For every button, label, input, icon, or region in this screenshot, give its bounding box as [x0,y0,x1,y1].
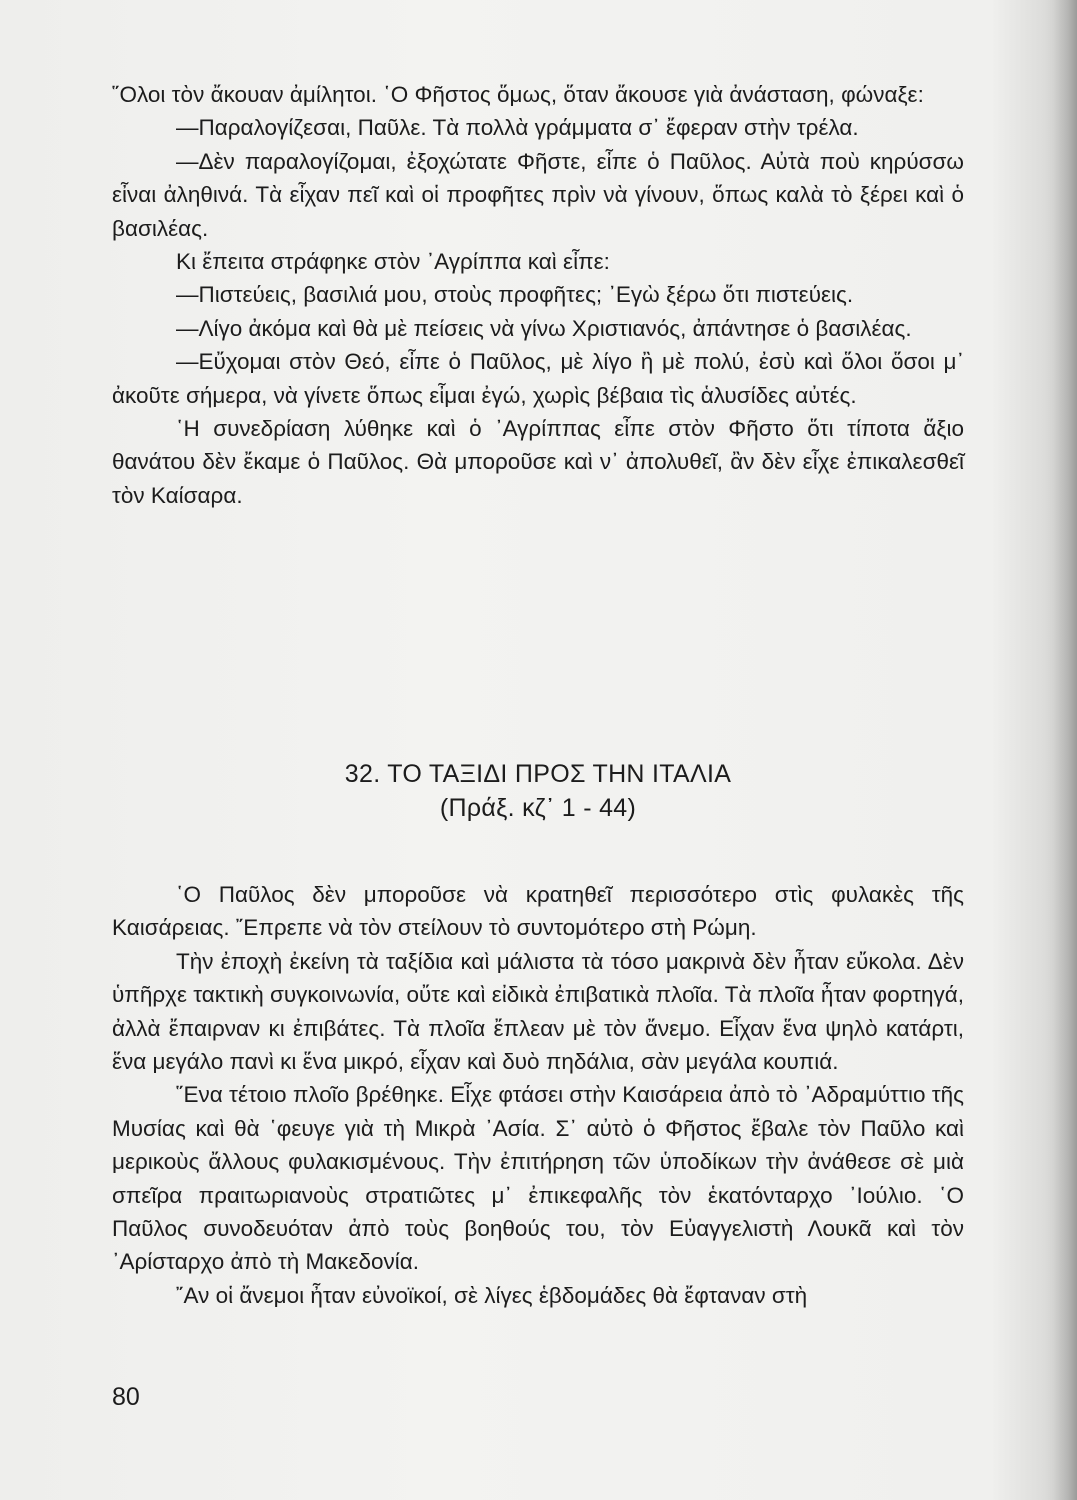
top-text-block [112,78,964,512]
paragraph: Τὴν ἐποχὴ ἐκείνη τὰ ταξίδια καὶ μάλιστα τὰ τόσο μακρινὰ δὲν ἦταν εὔκολα. Δὲν ὑπῆρχε τακτικὴ συγκοινωνία, οὔτε καὶ εἰδικὰ ἐπιβατικὰ πλοῖα. Τὰ πλοῖα ἦταν φορτηγά, ἀλλὰ ἔπαιρναν κι ἐπιβάτες. Τὰ πλοῖα ἔπλεαν μὲ τὸν ἄνεμο. Εἶχαν ἕνα ψηλὸ κατάρτι, ἕνα μεγάλο πανὶ κι ἕνα μικρό, εἶχαν καὶ δυὸ πηδάλια, σὰν μεγάλα κουπιά. [112,948,964,1075]
paragraph: Κι ἔπειτα στράφηκε στὸν ᾿Αγρίππα καὶ εἶπε: [176,249,610,275]
paragraph: ῾Η συνεδρίαση λύθηκε καὶ ὁ ᾿Αγρίππας εἶπε στὸν Φῆστο ὅτι τίποτα ἄξιο θανάτου δὲν ἔκαμε ὁ Παῦλος. Θὰ μποροῦσε καὶ ν᾽ ἀπολυθεῖ, ἂν δὲν εἶχε ἐπικαλεσθεῖ τὸν Καίσαρα. [112,416,964,508]
paragraph: —Εὔχομαι στὸν Θεό, εἶπε ὁ Παῦλος, μὲ λίγο ἢ μὲ πολύ, ἐσὺ καὶ ὅλοι ὅσοι μ᾽ ἀκοῦτε σήμερα, νὰ γίνετε ὅπως εἶμαι ἐγώ, χωρὶς βέβαια τὶς ἁλυσίδες αὐτές. [112,349,964,408]
paragraph: ῎Αν οἱ ἄνεμοι ἦταν εὐνοϊκοί, σὲ λίγες ἑβδομάδες θὰ ἔφταναν στὴ [176,1282,808,1308]
paragraph: ῞Ενα τέτοιο πλοῖο βρέθηκε. Εἶχε φτάσει στὴν Καισάρεια ἀπὸ τὸ ᾿Αδραμύττιο τῆς Μυσίας καὶ θὰ ῾φευγε γιὰ τὴ Μικρὰ ᾿Ασία. Σ᾽ αὐτὸ ὁ Φῆστος ἔβαλε τὸν Παῦλο καὶ μερικοὺς ἄλλους φυλακισμένους. Τὴν ἐπιτήρηση τῶν ὑποδίκων τὴν ἀνάθεσε σὲ μιὰ σπεῖρα πραιτωριανοὺς στρατιῶτες μ᾽ ἐπικεφαλῆς τὸν ἑκατόνταρχο ᾿Ιούλιο. ῾Ο Παῦλος συνοδευόταν ἀπὸ τοὺς βοηθούς του, τὸν Εὐαγγελιστὴ Λουκᾶ καὶ τὸν ᾿Αρίσταρχο ἀπὸ τὴ Μακεδονία. [112,1082,964,1275]
page-edge-shadow [1053,0,1077,1500]
chapter-reference: (Πράξ. κζ᾽ 1 - 44) [439,794,637,822]
paragraph: —Λίγο ἀκόμα καὶ θὰ μὲ πείσεις νὰ γίνω Χριστιανός, ἀπάντησε ὁ βασιλέας. [176,315,912,341]
chapter-title: 32. ΤΟ ΤΑΞΙΔΙ ΠΡΟΣ ΤΗΝ ΙΤΑΛΙΑ [344,760,732,788]
paragraph: ῞Ολοι τὸν ἄκουαν ἀμίλητοι. ῾Ο Φῆστος ὅμως, ὅταν ἄκουσε γιὰ ἀνάσταση, φώναξε: [112,82,924,107]
bottom-text-block [112,878,964,1312]
paragraph: ῾Ο Παῦλος δὲν μποροῦσε νὰ κρατηθεῖ περισσότερο στὶς φυλακὲς τῆς Καισάρειας. ῎Επρεπε νὰ τὸν στείλουν τὸ συντομότερο στὴ Ρώμη. [112,882,964,941]
paragraph: —Πιστεύεις, βασιλιά μου, στοὺς προφῆτες; ᾿Εγὼ ξέρω ὅτι πιστεύεις. [176,282,854,308]
chapter-heading [112,757,964,825]
paragraph: —Δὲν παραλογίζομαι, ἐξοχώτατε Φῆστε, εἶπε ὁ Παῦλος. Αὐτὰ ποὺ κηρύσσω εἶναι ἀληθινά. Τὰ εἶχαν πεῖ καὶ οἱ προφῆτες πρὶν νὰ γίνουν, ὅπως καλὰ τὸ ξέρει καὶ ὁ βασιλέας. [112,148,964,241]
paragraph: —Παραλογίζεσαι, Παῦλε. Τὰ πολλὰ γράμματα σ᾽ ἔφεραν στὴν τρέλα. [176,115,859,141]
page-number: 80 [112,1383,140,1411]
